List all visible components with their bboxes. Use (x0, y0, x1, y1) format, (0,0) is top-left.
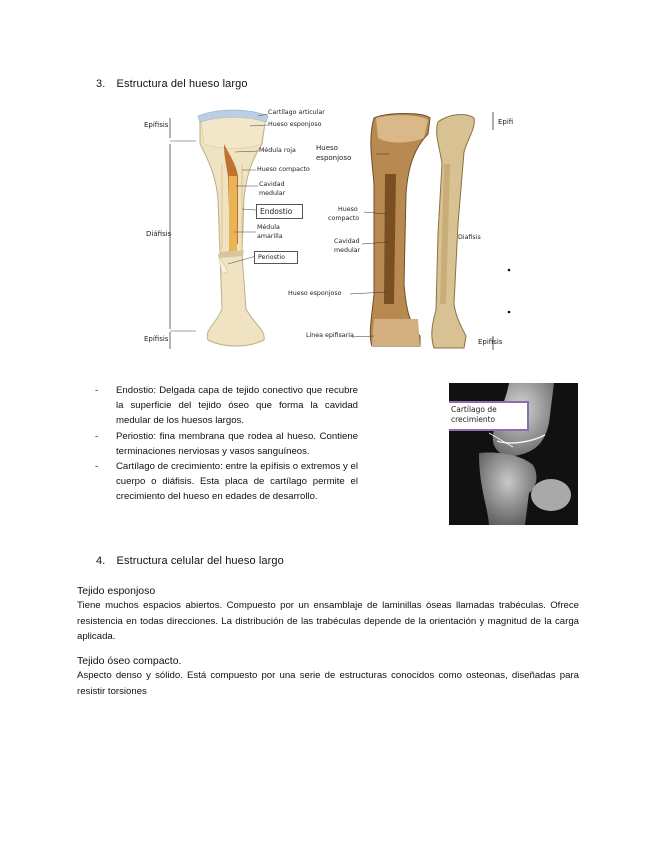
bullet-text: Cartílago de crecimiento: entre la epífisis o extremos y el cuerpo o diáfisis. Esta placa de cartílago permite el crecimiento del hueso en edades de desarrollo. (116, 461, 358, 503)
xray-label-line1: Cartílago de (451, 405, 497, 414)
label-cavidad-medular-2: medular (259, 190, 286, 197)
bullet-dash: - (95, 461, 99, 473)
photo-label-diafisis: Diafisis (458, 234, 481, 241)
photo-label-hueso-esponjoso-1: Hueso (316, 144, 338, 152)
patella-shadow (531, 479, 571, 511)
knee-xray (449, 383, 578, 525)
spongy-top-photo (376, 115, 428, 142)
label-periostio: Periostio (254, 251, 298, 264)
section-3-heading (96, 78, 248, 90)
real-bone-photo (288, 104, 523, 354)
bullet-text: Endostio: Delgada capa de tejido conectivo que recubre la superficie del tejido óseo que forma la cavidad medular de los huesos largos. (116, 385, 358, 427)
photo-label-epifisis: Epifisis (478, 338, 503, 346)
label-cartilago-articular: Cartílago articular (268, 109, 325, 116)
sectioned-bone (370, 114, 430, 347)
tejido-compacto-body: Aspecto denso y sólido. Está compuesto por una serie de estructuras conocidos como osteonas, diseñadas para resistir torsiones (77, 670, 579, 697)
label-medula-roja: Médula roja (259, 147, 296, 154)
bullet-endostio (95, 383, 358, 429)
label-hueso-compacto: Hueso compacto (257, 166, 310, 173)
photo-label-cavidad-medular-2: medular (334, 247, 361, 254)
tejido-esponjoso-title: Tejido esponjoso (77, 585, 156, 597)
label-diafisis: Diáfisis (146, 230, 172, 238)
bullet-text: Periostio: fina membrana que rodea al hueso. Contiene terminaciones nerviosas y vasos sanguíneos. (116, 430, 358, 457)
photo-label-hueso-compacto-2: compacto (328, 215, 360, 222)
section-4-number: 4. (96, 555, 106, 567)
spongy-bottom-photo (372, 319, 420, 346)
tejido-compacto-title: Tejido óseo compacto. (77, 655, 182, 667)
label-endostio: Endostio (256, 204, 303, 219)
section-4-heading (96, 555, 284, 567)
tejido-esponjoso-section (77, 584, 579, 645)
label-medula-amarilla-2: amarilla (257, 233, 283, 240)
bullet-dash: - (95, 385, 99, 396)
medullary-cavity-photo (384, 174, 396, 304)
section-3-number: 3. (96, 78, 106, 90)
photo-label-linea-epifisaria: Línea epifisaria (306, 332, 354, 339)
bullet-periostio (95, 429, 358, 459)
definition-list (95, 383, 358, 505)
section-4-title: Estructura celular del hueso largo (116, 555, 284, 567)
section-3-title: Estructura del hueso largo (116, 78, 248, 90)
label-cavidad-medular-1: Cavidad (259, 181, 285, 188)
tejido-esponjoso-body: Tiene muchos espacios abiertos. Compuesto por un ensamblaje de laminillas óseas llamadas trabéculas. Ofrece resistencia en todas direcciones. La distribución de las trabéculas depende de la orientación y magnitud de la carga aplicada. (77, 600, 579, 642)
photo-label-hueso-compacto-1: Hueso (338, 206, 358, 213)
whole-bone (432, 115, 474, 348)
label-epifisis-top: Epífisis (144, 121, 169, 129)
photo-label-cavidad-medular-1: Cavidad (334, 238, 360, 245)
label-hueso-esponjoso: Hueso esponjoso (268, 121, 322, 128)
photo-label-hueso-esponjoso-low: Hueso esponjoso (288, 290, 342, 297)
bullet-dash: - (95, 430, 99, 442)
bullet-cartilago (95, 459, 358, 505)
spongy-bone-top (201, 118, 265, 149)
xray-label-box (449, 401, 529, 431)
label-epifisis-bottom: Epífisis (144, 335, 169, 343)
photo-label-epifi: Epifi (498, 118, 514, 126)
real-bone-diagram (288, 104, 523, 354)
label-medula-amarilla-1: Médula (257, 224, 280, 231)
xray-label-line2: crecimiento (451, 414, 496, 424)
yellow-marrow (229, 176, 237, 252)
photo-label-hueso-esponjoso-2: esponjoso (316, 154, 352, 162)
tejido-compacto-section (77, 654, 579, 699)
